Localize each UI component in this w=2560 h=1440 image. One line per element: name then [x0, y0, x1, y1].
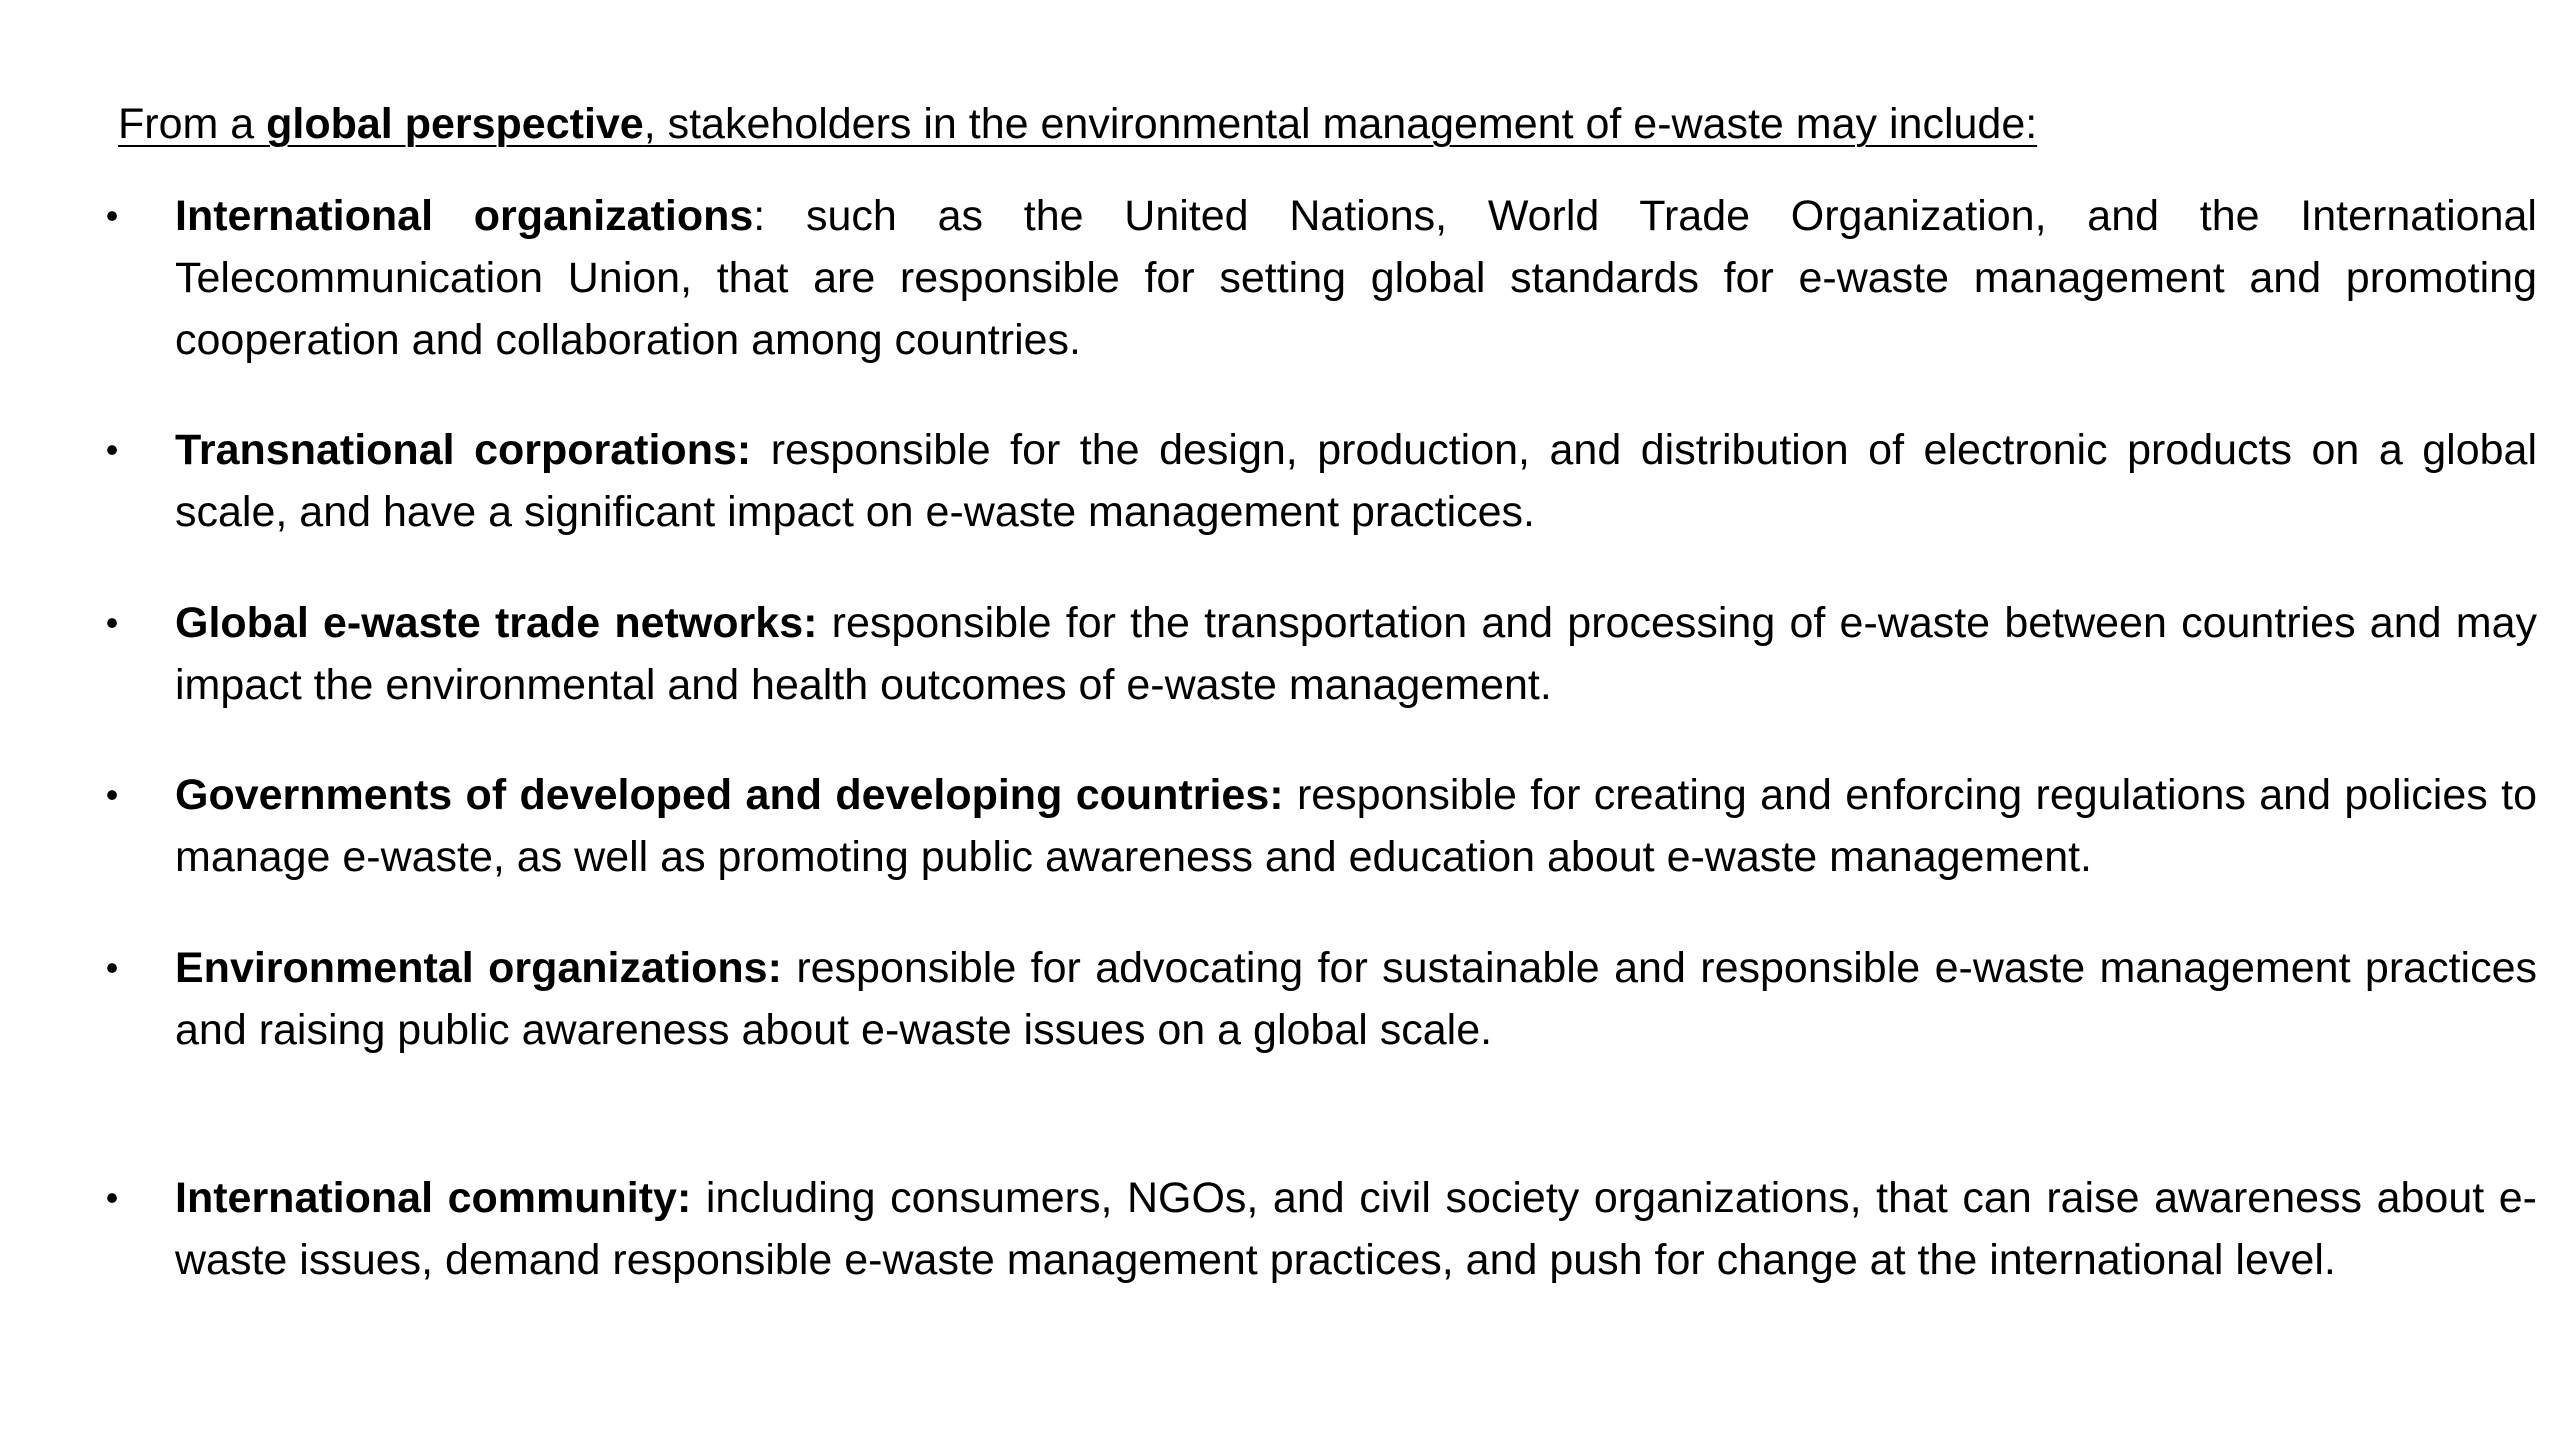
- item-text: responsible for the design, production, and distribution of electronic products on a global scale, and have a significant impact on e-waste management practices.: [175, 426, 2538, 536]
- item-term: International organizations: [175, 192, 754, 240]
- bullet-icon: •: [105, 947, 119, 988]
- bullet-icon: •: [105, 774, 119, 815]
- bullet-icon: •: [105, 195, 119, 236]
- bullet-icon: •: [105, 1177, 119, 1218]
- bullet-icon: •: [105, 429, 119, 470]
- item-term: Transnational corporations:: [175, 426, 752, 474]
- item-term: Environmental organizations:: [175, 944, 782, 992]
- item-term: Global e-waste trade networks:: [175, 599, 818, 647]
- intro-suffix: , stakeholders in the environmental management of e-waste may include:: [643, 100, 2038, 148]
- item-text: responsible for creating and enforcing regulations and policies to manage e-waste, as well as promoting public awareness and education about e-waste management.: [175, 771, 2537, 881]
- item-text: responsible for advocating for sustainable and responsible e-waste management practices and raising public awareness about e-waste issues on a global scale.: [175, 944, 2537, 1054]
- bullet-icon: •: [105, 602, 119, 643]
- intro-emphasis: global perspective: [266, 100, 644, 148]
- intro-prefix: From a: [118, 100, 267, 148]
- list-item: [105, 1167, 2538, 1291]
- item-text: responsible for the transportation and processing of e-waste between countries and may impact the environmental and health outcomes of e-waste management.: [175, 599, 2537, 709]
- item-term: Governments of developed and developing countries:: [175, 771, 1284, 819]
- item-text: including consumers, NGOs, and civil society organizations, that can raise awareness about e-waste issues, demand responsible e-waste management practices, and push for change at the international level.: [175, 1174, 2538, 1284]
- list-item: [105, 592, 2537, 716]
- list-item: [105, 764, 2537, 888]
- item-text: : such as the United Nations, World Trade Organization, and the International Telecommunication Union, that are responsible for setting global standards for e-waste management and promoting cooperation and collaboration among countries.: [175, 192, 2537, 364]
- item-term: International community:: [175, 1174, 692, 1222]
- list-item: [105, 937, 2537, 1061]
- list-item: [105, 419, 2538, 543]
- list-item: [105, 185, 2537, 371]
